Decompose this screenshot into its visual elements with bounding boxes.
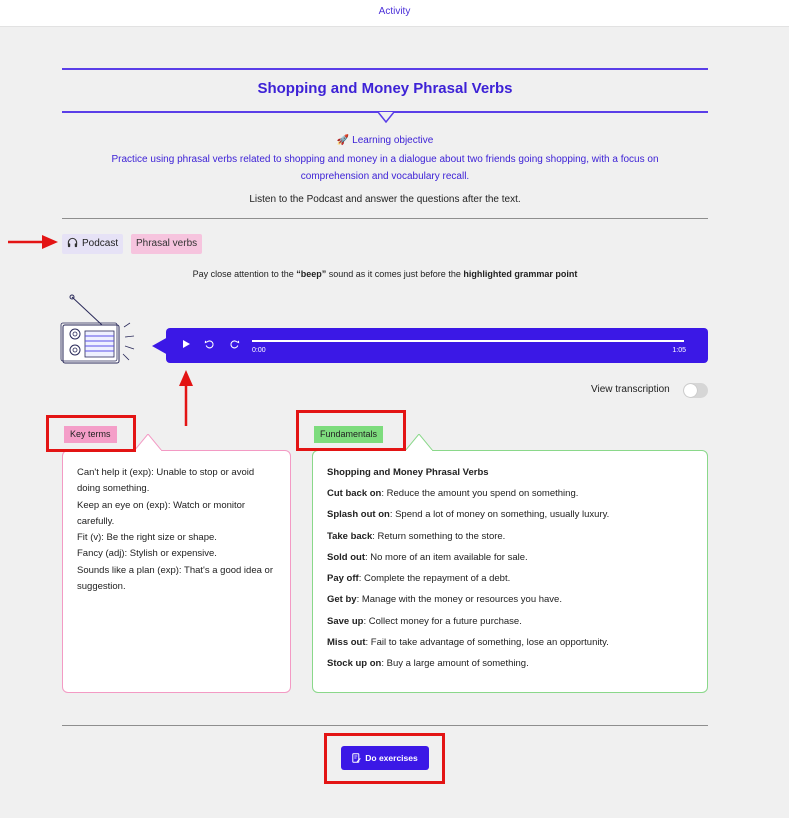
list-item (327, 551, 697, 572)
annotation-highlight-do-exercises (324, 733, 445, 784)
list-item (327, 572, 697, 593)
forward-icon[interactable] (229, 339, 240, 350)
phrasal-verb: Splash out on (327, 509, 390, 521)
fundamentals-list (327, 487, 697, 679)
list-item: Sounds like a plan (exp): That's a good idea or suggestion. (77, 564, 273, 593)
beep-word: “beep” (296, 269, 327, 279)
page-title: Shopping and Money Phrasal Verbs (257, 80, 513, 97)
definition: : Spend a lot of money on something, usually luxury. (389, 509, 610, 521)
phrasal-verb: Miss out (327, 637, 366, 649)
headphones-icon (67, 237, 78, 248)
toggle-knob (684, 384, 697, 397)
beep-note (62, 269, 708, 279)
phrasal-verb: Get by (327, 594, 357, 606)
view-transcription-label: View transcription (591, 384, 670, 395)
list-item (327, 508, 697, 529)
learning-objective-label: Learning objective (352, 135, 434, 146)
list-item (327, 593, 697, 614)
tag-phrasal-verbs: Phrasal verbs (131, 234, 202, 254)
total-time: 1:05 (672, 347, 686, 354)
definition: : Collect money for a future purchase. (363, 615, 522, 627)
topbar-title: Activity (378, 6, 411, 17)
phrasal-verb: Cut back on (327, 488, 382, 499)
fundamentals-title: Shopping and Money Phrasal Verbs (327, 467, 489, 478)
phrasal-verb: Stock up on (327, 658, 382, 670)
tag-podcast (62, 234, 123, 254)
definition: : Reduce the amount you spend on something. (381, 488, 579, 499)
annotation-arrow-right (8, 233, 58, 251)
radio-illustration (60, 293, 144, 367)
rocket-icon: 🚀 (336, 135, 350, 146)
list-item: Can't help it (exp): Unable to stop or avoid doing something. (77, 467, 255, 495)
definition: : Buy a large amount of something. (381, 658, 529, 670)
annotation-highlight-key-terms (46, 415, 136, 452)
list-item (327, 657, 697, 678)
phrasal-verb: Pay off (327, 573, 359, 585)
definition: : Manage with the money or resources you have. (356, 594, 562, 606)
list-item (327, 636, 697, 657)
list-item (327, 530, 697, 551)
fundamentals-label: Fundamentals (314, 426, 383, 443)
phrasal-verb: Take back (327, 530, 373, 542)
instruction-text: Listen to the Podcast and answer the questions after the text. (249, 194, 521, 205)
transcription-toggle[interactable] (683, 383, 708, 398)
learning-objective-text: Practice using phrasal verbs related to shopping and money in a dialogue about two friends going shopping, with a focus on comprehension and vocabulary recall. (111, 154, 659, 182)
list-item: Fit (v): Be the right size or shape. (77, 532, 217, 544)
beep-note-middle: sound as it comes just before the (326, 269, 464, 279)
definition: : Complete the repayment of a debt. (358, 573, 511, 585)
list-item: Keep an eye on (exp): Watch or monitor carefully. (77, 499, 246, 527)
list-item (327, 487, 697, 508)
learning-objective-heading (62, 135, 708, 146)
highlight-phrase: highlighted grammar point (463, 269, 578, 279)
list-item: Fancy (adj): Stylish or expensive. (77, 548, 217, 560)
definition: : No more of an item available for sale. (365, 551, 528, 563)
annotation-highlight-fundamentals (296, 410, 406, 451)
definition: : Return something to the store. (372, 530, 506, 542)
audio-player (166, 328, 708, 363)
fundamentals-notch (405, 434, 433, 451)
tag-podcast-label: Podcast (82, 238, 119, 249)
key-terms-notch (134, 434, 162, 451)
do-exercises-label: Do exercises (365, 753, 418, 763)
play-icon[interactable] (182, 339, 191, 349)
rewind-icon[interactable] (204, 339, 215, 350)
key-terms-list (77, 465, 277, 595)
title-notch (378, 111, 394, 123)
phrasal-verb: Sold out (327, 551, 365, 563)
progress-bar[interactable] (252, 340, 684, 342)
beep-note-before: Pay close attention to the (192, 269, 297, 279)
list-item (327, 615, 697, 636)
key-terms-label: Key terms (64, 426, 117, 443)
phrasal-verb: Save up (327, 615, 364, 627)
title-rule-top (62, 68, 708, 70)
definition: : Fail to take advantage of something, lose an opportunity. (365, 637, 609, 649)
annotation-arrow-up (177, 370, 195, 426)
divider (62, 218, 708, 219)
top-bar (0, 0, 789, 27)
current-time: 0:00 (252, 347, 266, 354)
divider (62, 725, 708, 726)
